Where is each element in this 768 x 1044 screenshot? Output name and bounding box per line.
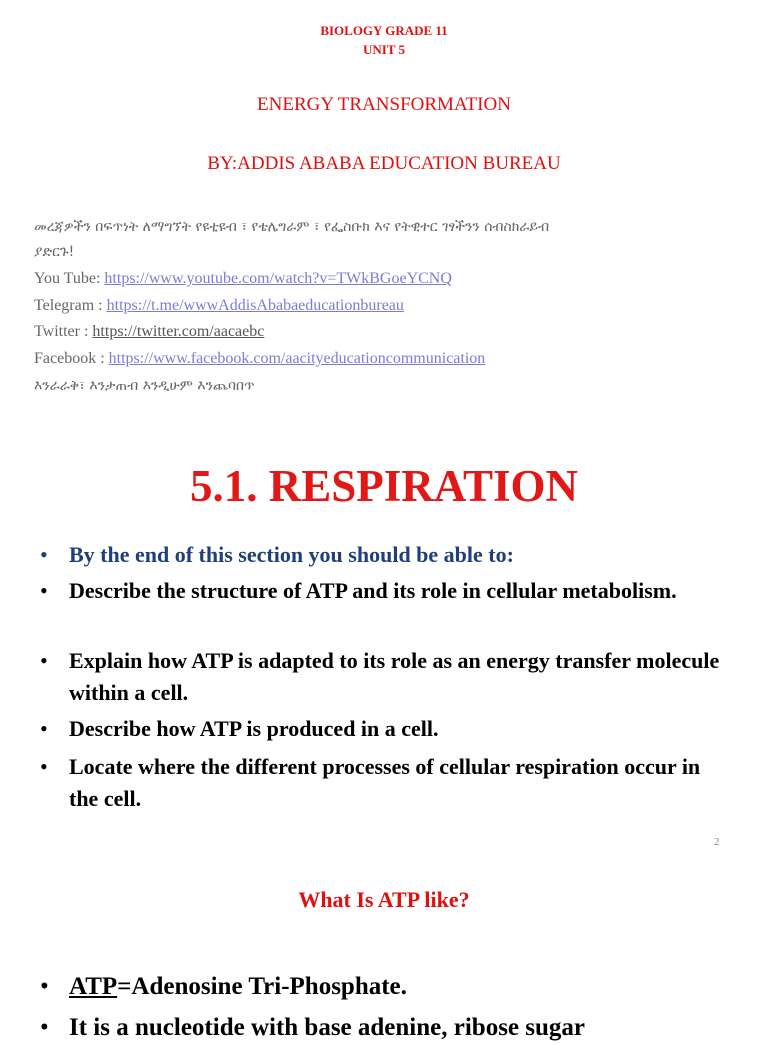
- youtube-row: [34, 270, 452, 288]
- telegram-label: Telegram :: [34, 297, 107, 314]
- facebook-link[interactable]: https://www.facebook.com/aacityeducationcommunication: [108, 350, 486, 367]
- bullet-icon: •: [40, 542, 48, 567]
- section-title: 5.1. RESPIRATION: [190, 461, 578, 511]
- bullet-icon: •: [40, 578, 48, 603]
- subscribe-notice-line2: ያድርጉ!: [34, 244, 75, 260]
- author-line: BY:ADDIS ABABA EDUCATION BUREAU: [207, 153, 561, 174]
- page-number: 2: [714, 836, 720, 848]
- topic-title: ENERGY TRANSFORMATION: [257, 94, 511, 115]
- bullet-icon: •: [40, 754, 48, 779]
- twitter-label: Twitter :: [34, 323, 93, 340]
- bullet-icon: •: [40, 973, 49, 1000]
- facebook-label: Facebook :: [34, 350, 109, 367]
- telegram-link[interactable]: https://t.me/wwwAddisAbabaeducationbureau: [106, 297, 404, 314]
- bullet-icon: •: [40, 648, 48, 673]
- telegram-row: [34, 297, 404, 315]
- subscribe-notice-line1: መረጃዎችን በፍጥነት ለማግኘት የዩቲዩብ ፣ የቴሌግራም ፣ የፌስቡክ እና የትዊተር ገፃችንን ሰብስክራይብ: [34, 219, 550, 235]
- closing-notice: እንራራቅ፣ እንታጠብ እንዲሁም እንጨባበጥ: [34, 378, 255, 394]
- atp-expansion: =Adenosine Tri-Phosphate.: [117, 973, 407, 1000]
- unit-label: UNIT 5: [362, 42, 406, 57]
- youtube-link[interactable]: https://www.youtube.com/watch?v=TWkBGoeYCNQ: [104, 270, 452, 287]
- atp-heading: What Is ATP like?: [298, 887, 470, 912]
- twitter-row: [34, 323, 264, 341]
- bullet-icon: •: [40, 716, 48, 741]
- course-title: BIOLOGY GRADE 11: [320, 23, 448, 38]
- youtube-label: You Tube:: [34, 270, 105, 287]
- facebook-row: [34, 350, 485, 368]
- atp-term: ATP: [69, 973, 118, 1000]
- bullet-icon: •: [40, 1014, 49, 1041]
- twitter-link[interactable]: https://twitter.com/aacaebc: [92, 323, 265, 340]
